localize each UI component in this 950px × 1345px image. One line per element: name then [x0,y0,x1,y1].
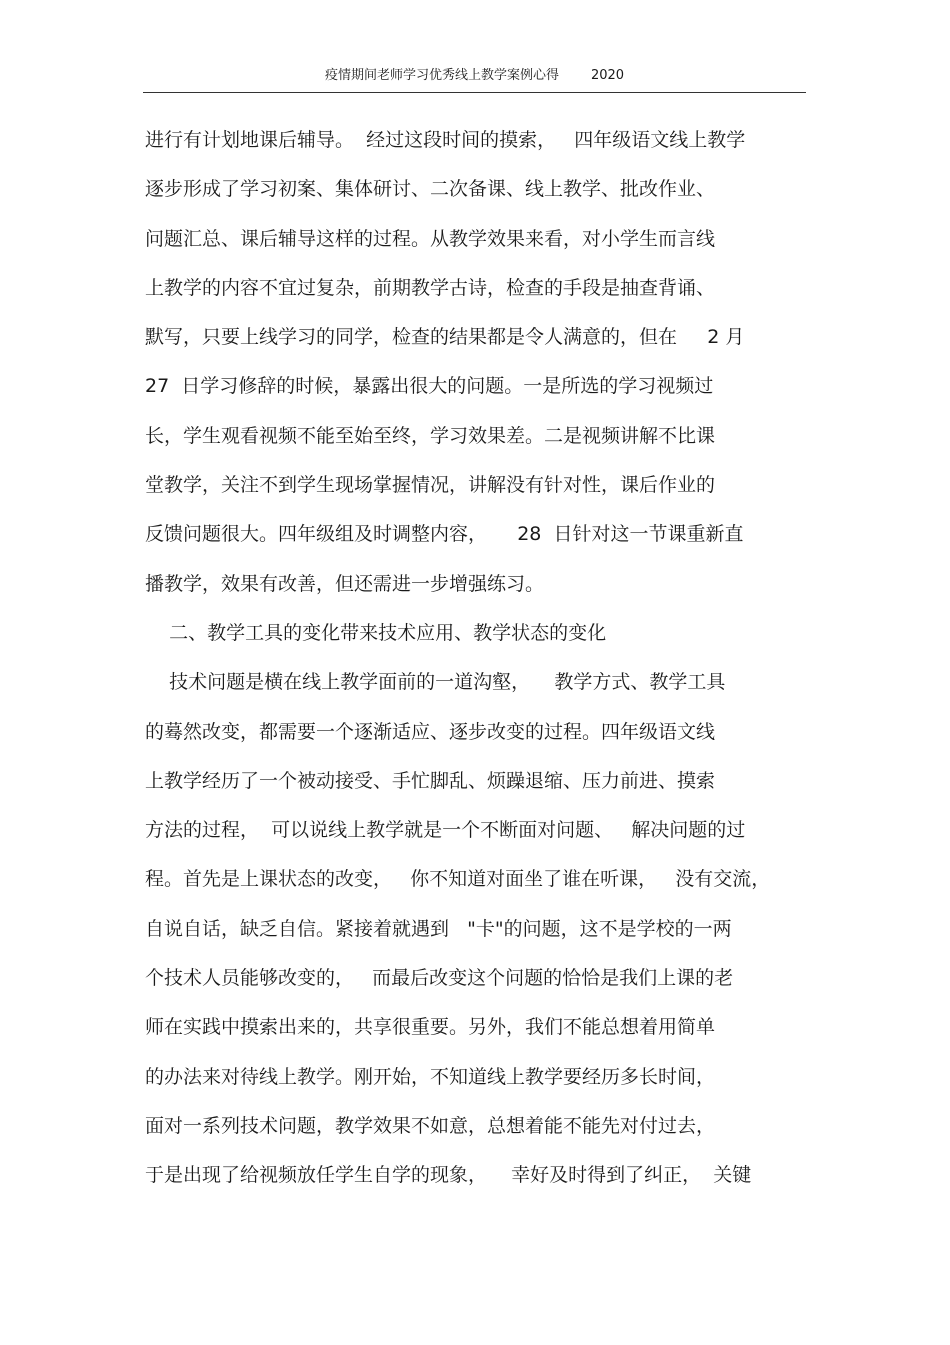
text-line: 于是出现了给视频放任学生自学的现象， 幸好及时得到了纠正， 关键 [145,1164,752,1187]
text-line: 的蓦然改变，都需要一个逐渐适应、逐步改变的过程。四年级语文线 [145,720,716,743]
text-line: 技术问题是横在线上教学面前的一道沟壑， 教学方式、教学工具 [145,671,726,694]
text-line: 逐步形成了学习初案、集体研讨、二次备课、线上教学、批改作业、 [145,178,716,201]
text-line: 上教学经历了一个被动接受、手忙脚乱、烦躁退缩、压力前进、摸索 [145,769,716,792]
text-line: 反馈问题很大。四年级组及时调整内容， 28 日针对这一节课重新直 [145,523,744,546]
text-line: 播教学，效果有改善，但还需进一步增强练习。 [145,572,545,595]
text-line: 进行有计划地课后辅导。 经过这段时间的摸索， 四年级语文线上教学 [145,129,746,151]
text-line: 程。首先是上课状态的改变， 你不知道对面坐了谁在听课， 没有交流， [145,868,771,891]
header-title: 疫情期间老师学习优秀线上教学案例心得 [324,68,559,83]
text-line: 面对一系列技术问题，教学效果不如意，总想着能不能先对付过去， [145,1114,716,1137]
text-line: 默写，只要上线学习的同学，检查的结果都是令人满意的，但在 2 月 [145,326,745,349]
text-line: 问题汇总、课后辅导这样的过程。从教学效果来看，对小学生而言线 [145,227,716,250]
section-heading: 二、教学工具的变化带来技术应用、教学状态的变化 [145,621,607,644]
text-line: 自说自话，缺乏自信。紧接着就遇到 "卡"的问题，这不是学校的一两 [145,917,732,940]
text-line: 堂教学，关注不到学生现场掌握情况，讲解没有针对性，课后作业的 [145,474,716,497]
text-line: 方法的过程， 可以说线上教学就是一个不断面对问题、 解决问题的过 [145,819,746,842]
text-line: 上教学的内容不宜过复杂，前期教学古诗，检查的手段是抽查背诵、 [145,276,716,299]
header-year: 2020 [590,68,625,83]
text-line: 的办法来对待线上教学。刚开始，不知道线上教学要经历多长时间， [145,1065,716,1088]
text-line: 27 日学习修辞的时候，暴露出很大的问题。一是所选的学习视频过 [145,375,714,398]
page-header [143,66,806,93]
text-line: 长，学生观看视频不能至始至终，学习效果差。二是视频讲解不比课 [145,424,716,447]
text-line: 个技术人员能够改变的， 而最后改变这个问题的恰恰是我们上课的老 [145,967,734,990]
text-line: 师在实践中摸索出来的，共享很重要。另外，我们不能总想着用简单 [145,1016,716,1039]
document-body [145,116,807,1201]
